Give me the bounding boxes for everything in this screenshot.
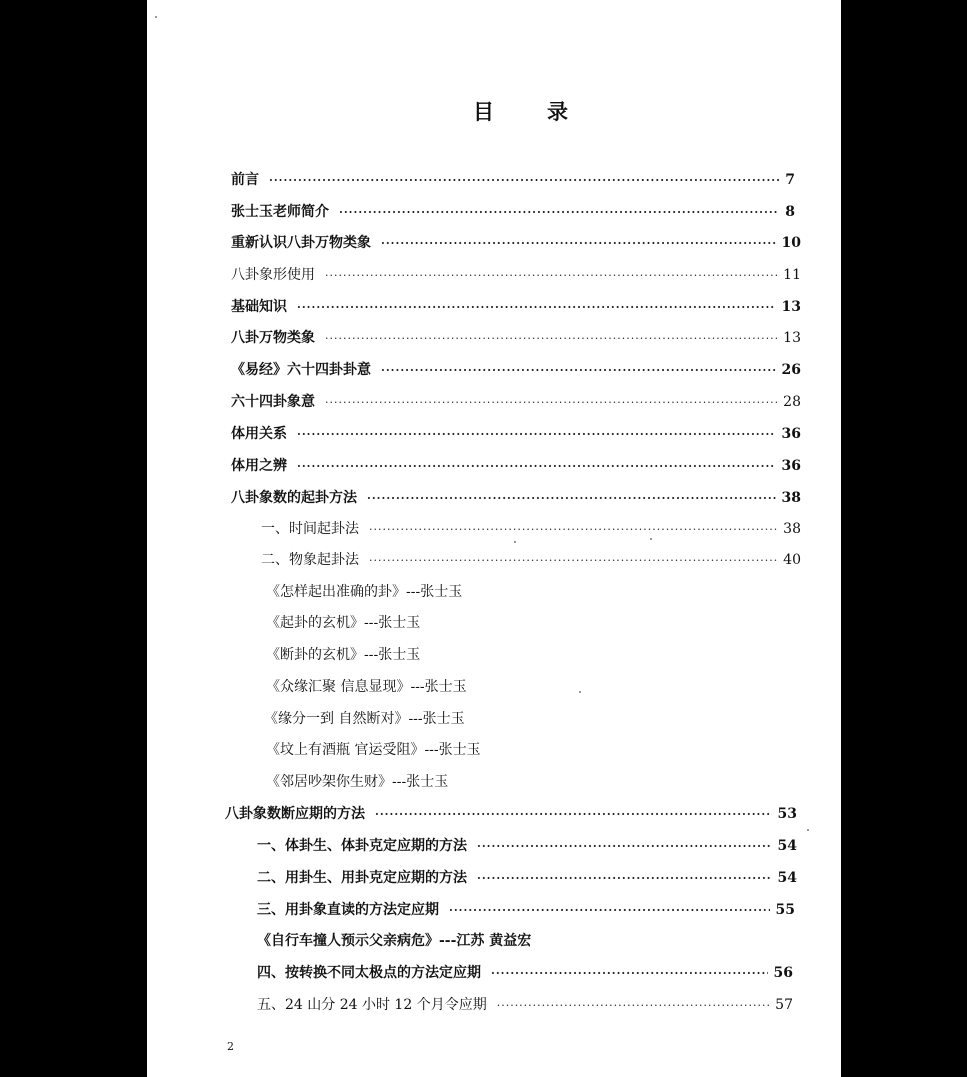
article-title: 《起卦的玄机》---张士玉 [266,615,421,631]
toc-entry-label: 八卦万物类象 [231,330,315,346]
toc-entry [231,328,801,348]
article-title: 《众缘汇聚 信息显现》---张士玉 [266,679,467,695]
toc-entry-label: 六十四卦象意 [231,394,315,410]
dot-leader [381,361,776,381]
toc-entry-label: 八卦象形使用 [231,267,315,283]
dot-leader [375,805,772,825]
dot-leader [297,457,776,477]
dot-leader [339,203,779,223]
toc-entry-label: 二、用卦生、用卦克定应期的方法 [257,870,467,886]
toc-entry-label: 体用关系 [231,426,287,442]
toc-entry [257,900,795,920]
dot-leader [367,489,776,509]
toc-entry-label: 二、物象起卦法 [261,552,359,568]
dot-leader [269,171,779,191]
toc-entry-label: 重新认识八卦万物类象 [231,235,371,251]
toc-page-number: 8 [785,204,795,220]
toc-page-number: 28 [783,394,801,410]
toc-page-number: 57 [775,997,793,1013]
scan-speck [579,691,581,693]
toc-entry [261,519,801,539]
toc-entry [257,963,793,983]
toc-page-number: 54 [777,870,797,886]
toc-entry-label: 前言 [231,172,259,188]
toc-entry [257,836,797,856]
toc-page-number: 26 [781,362,801,378]
article-title: 《自行车撞人预示父亲病危》---江苏 黄益宏 [257,933,532,949]
toc-page-number: 40 [783,552,801,568]
toc-page-number: 53 [777,806,797,822]
dot-leader [325,329,777,349]
page-number-footer: 2 [227,1040,234,1053]
toc-entry [231,360,801,380]
toc-entry-label: 体用之辨 [231,458,287,474]
toc-page-number: 7 [785,172,795,188]
dot-leader [381,234,776,254]
toc-entry-label: 五、24 山分 24 小时 12 个月令应期 [257,997,487,1013]
table-of-contents [147,0,841,1077]
toc-entry [231,424,801,444]
toc-entry [231,392,801,412]
article-title: 《坟上有酒瓶 官运受阻》---张士玉 [266,742,481,758]
toc-entry-label: 四、按转换不同太极点的方法定应期 [257,965,481,981]
toc-entry [231,297,801,317]
toc-entry-label: 张士玉老师简介 [231,204,329,220]
toc-page-number: 36 [781,426,801,442]
toc-entry-label: 一、时间起卦法 [261,521,359,537]
scan-speck [650,538,652,540]
title-char-left: 目 [473,99,494,124]
toc-page-number: 36 [781,458,801,474]
toc-entry-label: 基础知识 [231,299,287,315]
toc-page-number: 55 [775,902,795,918]
toc-entry-label: 一、体卦生、体卦克定应期的方法 [257,838,467,854]
toc-entry-label: 《易经》六十四卦卦意 [231,362,371,378]
article-title: 《断卦的玄机》---张士玉 [266,647,421,663]
dot-leader [325,266,777,286]
toc-entry-label: 八卦象数的起卦方法 [231,490,357,506]
dot-leader [297,425,776,445]
dot-leader [369,551,777,571]
toc-page-number: 56 [773,965,793,981]
dot-leader [477,869,772,889]
article-title: 《怎样起出准确的卦》---张士玉 [266,584,463,600]
toc-page-number: 10 [781,235,801,251]
dot-leader [491,964,768,984]
scanned-page [147,0,841,1077]
toc-entry [231,170,795,190]
dot-leader [297,298,776,318]
toc-entry [225,804,797,824]
article-title: 《邻居吵架你生财》---张士玉 [266,774,449,790]
article-title: 《缘分一到 自然断对》---张士玉 [264,711,465,727]
toc-entry-label: 八卦象数断应期的方法 [225,806,365,822]
toc-page-number: 13 [781,299,801,315]
toc-entry [231,265,801,285]
toc-entry [257,868,797,888]
toc-page-number: 38 [783,521,801,537]
scan-speck [514,541,516,543]
toc-entry [231,488,801,508]
toc-page-number: 13 [783,330,801,346]
scan-speck [155,16,157,18]
toc-entry [231,202,795,222]
dot-leader [449,901,770,921]
dot-leader [369,520,777,540]
toc-page-number: 38 [781,490,801,506]
toc-entry-label: 三、用卦象直读的方法定应期 [257,902,439,918]
title-char-right: 录 [547,99,568,124]
toc-entry [231,233,801,253]
toc-entry [257,995,793,1015]
toc-entry [231,456,801,476]
toc-page-number: 11 [783,267,801,283]
dot-leader [325,393,777,413]
toc-page-number: 54 [777,838,797,854]
toc-entry [261,550,801,570]
dot-leader [497,996,769,1016]
dot-leader [477,837,772,857]
scan-speck [807,829,809,831]
